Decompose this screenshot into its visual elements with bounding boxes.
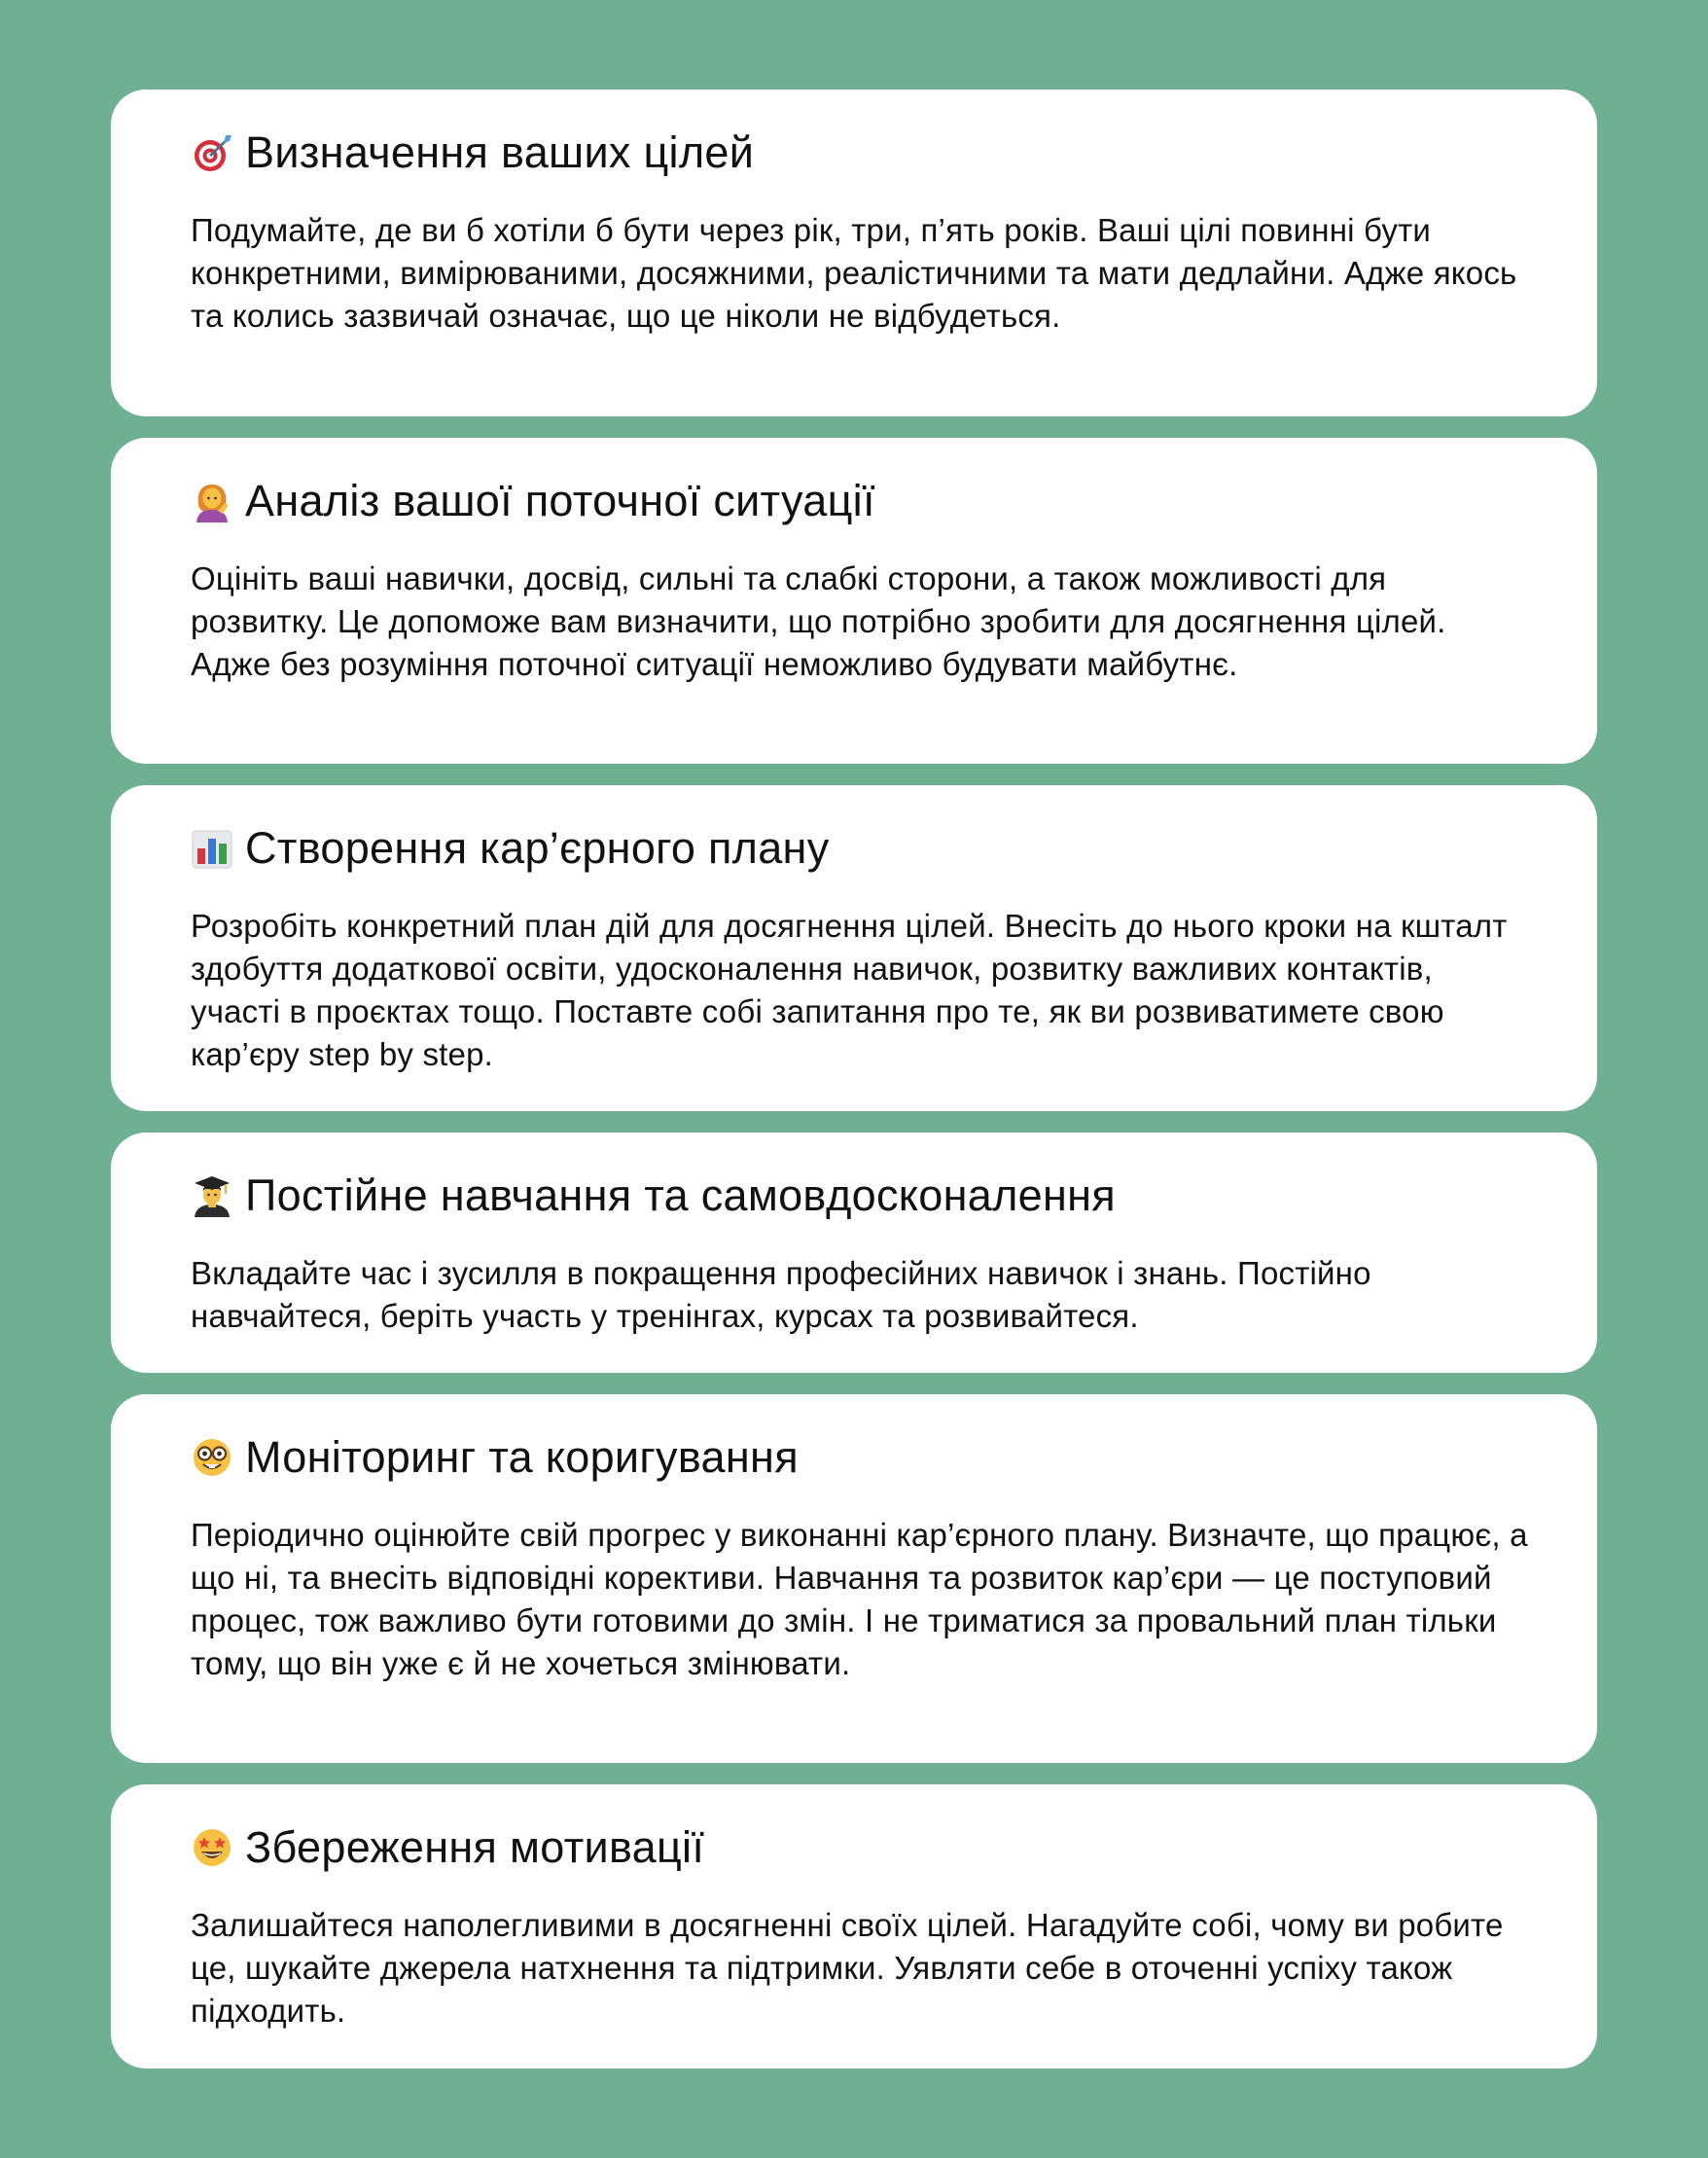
bar-chart-icon <box>191 827 233 870</box>
card-monitoring <box>111 1394 1597 1763</box>
card-description: Залишайтеся наполегливими в досягненні своїх цілей. Нагадуйте собі, чому ви робите це, шукайте джерела натхнення та підтримки. Уявляти себе в оточенні успіху також підходить. <box>191 1907 1504 2029</box>
card-title-text: Моніторинг та коригування <box>245 1432 799 1482</box>
card-goals <box>111 90 1597 416</box>
card-title <box>191 823 1529 873</box>
card-title-text: Постійне навчання та самовдосконалення <box>245 1170 1116 1220</box>
card-description: Подумайте, де ви б хотіли б бути через рік, три, п’ять років. Ваші цілі повинні бути конкретними, вимірюваними, досяжними, реалістичними та мати дедлайни. Адже якось та колись зазвичай означає, що це ніколи не відбудеться. <box>191 212 1517 334</box>
card-title <box>191 127 1529 177</box>
card-title <box>191 1822 1529 1872</box>
card-title <box>191 476 1529 525</box>
card-title-text: Створення кар’єрного плану <box>245 823 830 873</box>
card-title <box>191 1432 1529 1482</box>
card-title-text: Збереження мотивації <box>245 1822 705 1872</box>
card-career-plan <box>111 785 1597 1111</box>
card-situation-analysis <box>111 438 1597 764</box>
card-title <box>191 1170 1529 1220</box>
nerd-face-icon <box>191 1436 233 1479</box>
target-icon <box>191 131 233 174</box>
card-description: Періодично оцінюйте свій прогрес у виконанні кар’єрного плану. Визначте, що працює, а що ні, та внесіть відповідні корективи. Навчання та розвиток кар’єри — це поступовий процес, тож важливо бути готовими до змін. І не триматися за провальний план тільки тому, що він уже є й не хочеться змінювати. <box>191 1517 1528 1681</box>
star-struck-icon <box>191 1826 233 1869</box>
student-icon <box>191 1174 233 1217</box>
card-title-text: Визначення ваших цілей <box>245 127 755 177</box>
card-continuous-learning <box>111 1133 1597 1373</box>
card-motivation <box>111 1784 1597 2068</box>
card-description: Вкладайте час і зусилля в покращення професійних навичок і знань. Постійно навчайтеся, беріть участь у тренінгах, курсах та розвивайтеся. <box>191 1255 1371 1334</box>
card-description: Оцініть ваші навички, досвід, сильні та слабкі сторони, а також можливості для розвитку. Це допоможе вам визначити, що потрібно зробити для досягнення цілей. Адже без розуміння поточної ситуації неможливо будувати майбутнє. <box>191 560 1446 682</box>
card-title-text: Аналіз вашої поточної ситуації <box>245 476 875 525</box>
person-tipping-hand-icon <box>191 480 233 522</box>
card-description: Розробіть конкретний план дій для досягнення цілей. Внесіть до нього кроки на кшталт здобуття додаткової освіти, удосконалення навичок, розвитку важливих контактів, участі в проєктах тощо. Поставте собі запитання про те, як ви розвиватимете свою кар’єру step by step. <box>191 908 1508 1072</box>
